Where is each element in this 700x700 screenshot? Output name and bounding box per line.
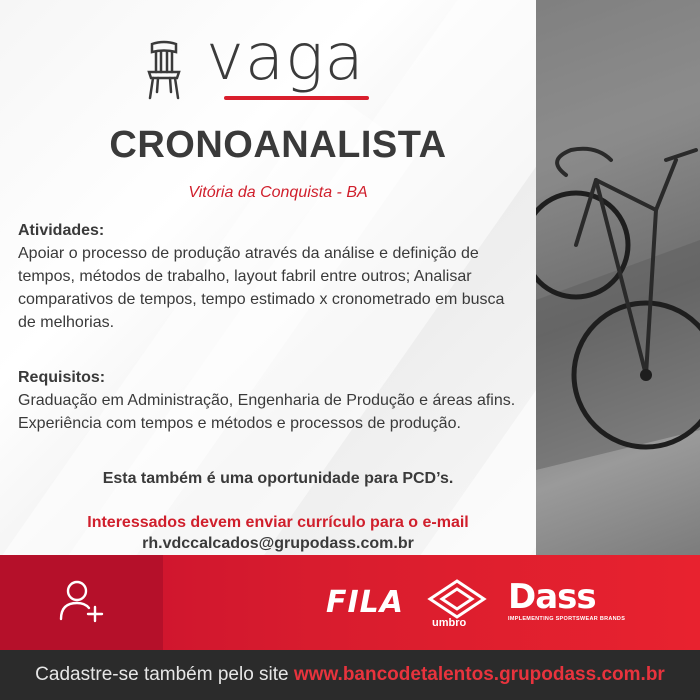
footer-label: Cadastre-se também pelo site bbox=[35, 664, 289, 685]
footer-bar bbox=[0, 650, 700, 700]
requirements-section bbox=[18, 366, 524, 435]
bicycle-illustration bbox=[536, 0, 700, 555]
activities-section bbox=[18, 219, 524, 334]
activities-heading: Atividades: bbox=[18, 222, 105, 239]
job-title: CRONOANALISTA bbox=[109, 124, 447, 166]
contact-block bbox=[0, 512, 556, 554]
footer-url[interactable]: www.bancodetalentos.grupodass.com.br bbox=[293, 664, 665, 685]
vaga-logo bbox=[140, 21, 400, 110]
register-icon-area[interactable] bbox=[0, 555, 163, 650]
dass-tagline: IMPLEMENTING SPORTSWEAR BRANDS bbox=[508, 616, 626, 622]
dass-logo: Dass bbox=[508, 577, 596, 617]
bicycle-photo bbox=[536, 0, 700, 555]
add-user-icon[interactable] bbox=[58, 577, 106, 625]
contact-email[interactable]: rh.vdccalcados@grupodass.com.br bbox=[142, 535, 414, 552]
requirements-text: Graduação em Administração, Engenharia de Produção e áreas afins. Experiência com tempos e métodos e processos de produção. bbox=[18, 392, 516, 432]
pcd-note: Esta também é uma oportunidade para PCD’s. bbox=[102, 470, 454, 487]
job-location: Vitória da Conquista - BA bbox=[188, 184, 368, 201]
vaga-wordmark: vaga bbox=[206, 21, 365, 95]
contact-line: Interessados devem enviar currículo para o e-mail bbox=[87, 514, 469, 531]
requirements-heading: Requisitos: bbox=[18, 369, 106, 386]
umbro-logo: umbro bbox=[432, 617, 467, 629]
fila-logo: FILA bbox=[326, 585, 404, 620]
chair-icon bbox=[146, 40, 182, 100]
vaga-underline bbox=[224, 96, 369, 100]
footer-text bbox=[0, 664, 700, 686]
brand-band bbox=[0, 555, 700, 650]
activities-text: Apoiar o processo de produção através da análise e definição de tempos, métodos de trabalho, layout fabril entre outros; Analisar comparativos de tempos, tempo estimado x cronometrado em busca de melhorias. bbox=[18, 245, 505, 331]
